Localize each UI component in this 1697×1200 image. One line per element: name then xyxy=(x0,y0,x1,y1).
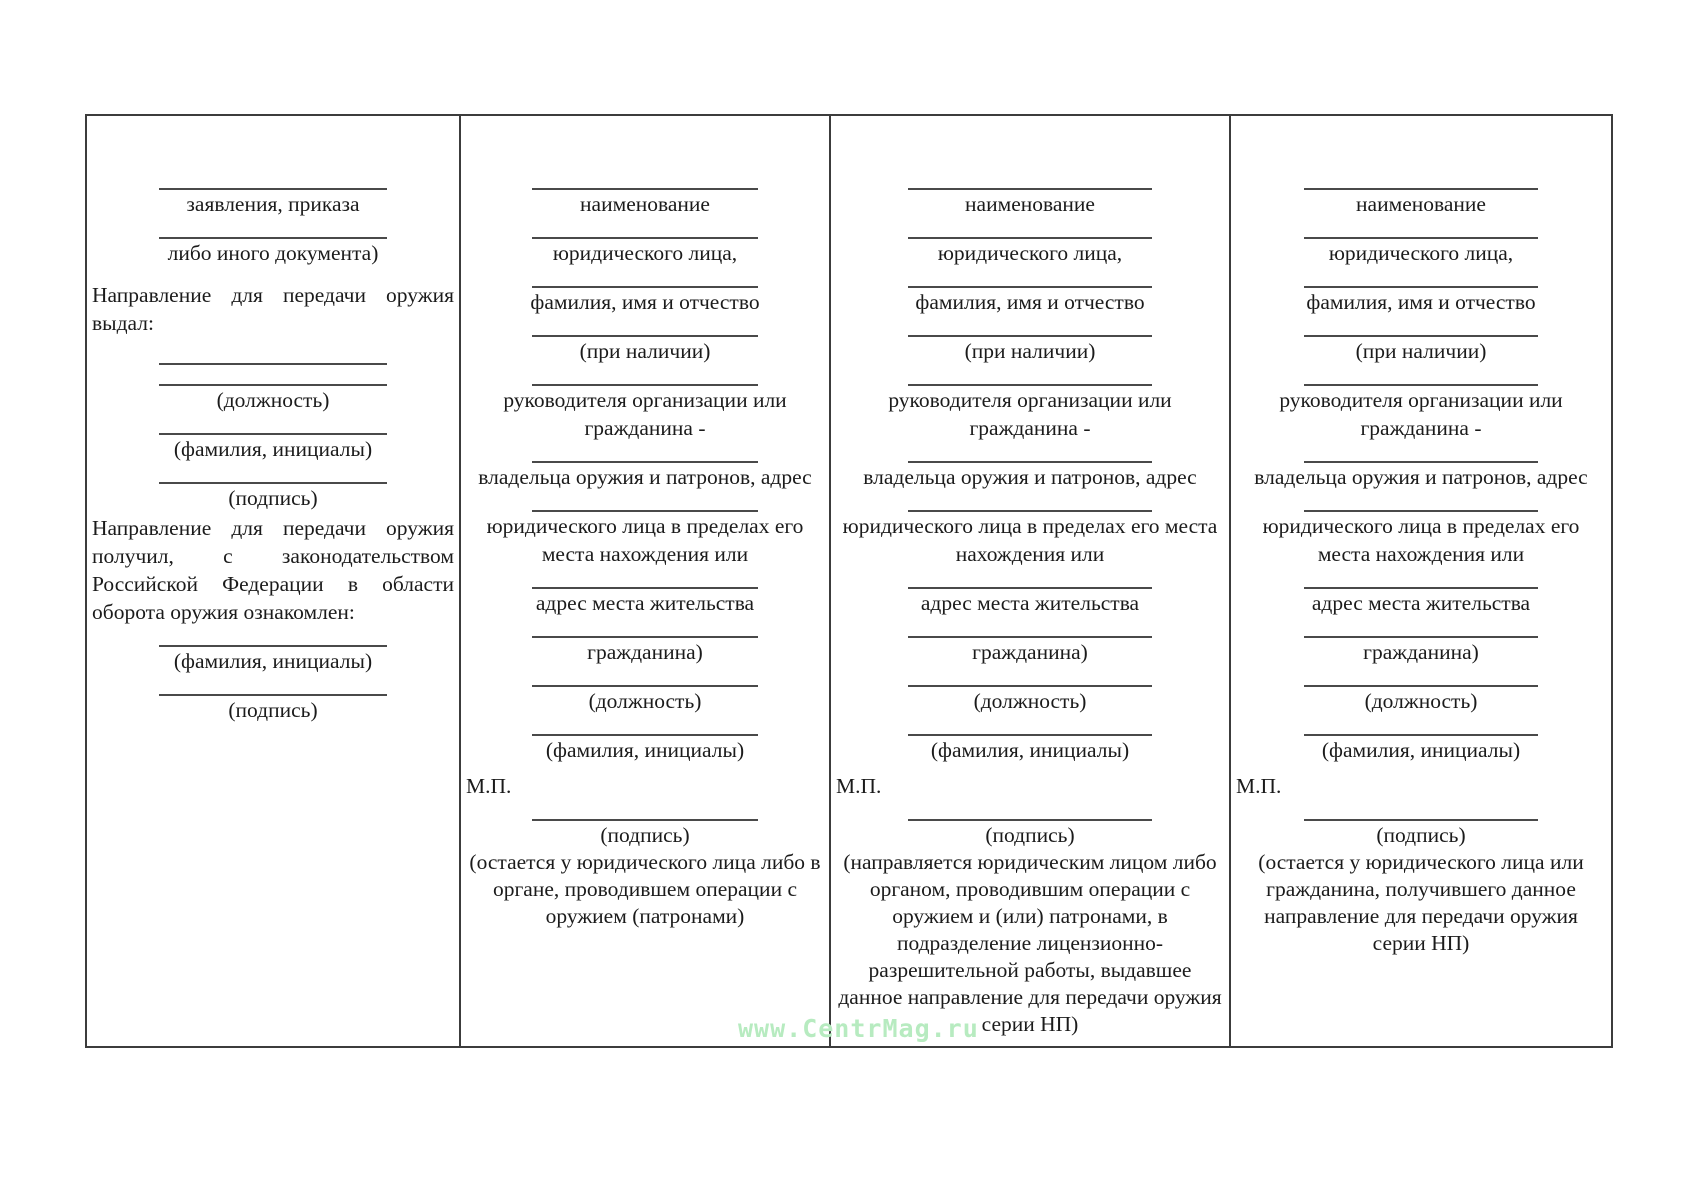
copy-destination-note: (остается у юридического лица или гражданина, получившего данное направление для передачи оружия серии НП) xyxy=(1258,850,1584,955)
field-caption: гражданина) xyxy=(972,640,1088,664)
field-caption: заявления, приказа xyxy=(186,192,360,216)
form-paragraph: Направление для передачи оружия выдал: xyxy=(92,283,454,335)
field-caption: (должность) xyxy=(588,689,702,713)
form-field xyxy=(92,384,454,414)
form-field xyxy=(836,819,1224,849)
form-paragraph: Направление для передачи оружия получил, с законодательством Российской Федерации в области оборота оружия ознакомлен: xyxy=(92,516,454,624)
field-caption: адрес места жительства xyxy=(1311,591,1531,615)
copy-destination-note: (направляется юридическим лицом либо органом, проводившим операции с оружием и (или) патронами, в подразделение лицензионно-разрешительной работы, выдавшее данное направление для передачи оружия серии НП) xyxy=(838,850,1222,1036)
field-caption: наименование xyxy=(1356,192,1486,216)
form-field xyxy=(1236,587,1606,617)
field-caption: юридического лица в пределах его места нахождения или xyxy=(842,514,1218,566)
form-column-1 xyxy=(87,116,459,1046)
field-caption: юридического лица, xyxy=(552,241,738,265)
form-field xyxy=(466,685,824,715)
field-caption: юридического лица, xyxy=(1328,241,1514,265)
stamp-place-label: М.П. xyxy=(836,774,882,798)
form-field xyxy=(92,482,454,512)
form-field xyxy=(836,188,1224,218)
field-caption: (подпись) xyxy=(1376,823,1466,847)
form-field xyxy=(466,237,824,267)
blank-line-item xyxy=(92,363,454,365)
form-field xyxy=(92,237,454,267)
form-field xyxy=(92,645,454,675)
form-field xyxy=(466,188,824,218)
field-caption: (должность) xyxy=(973,689,1087,713)
form-field xyxy=(836,461,1224,491)
field-caption: (подпись) xyxy=(228,698,318,722)
form-field xyxy=(836,510,1224,568)
form-column-3 xyxy=(829,116,1229,1046)
field-caption: либо иного документа) xyxy=(167,241,379,265)
form-field xyxy=(836,237,1224,267)
field-caption: (при наличии) xyxy=(579,339,711,363)
stamp-place-label: М.П. xyxy=(466,774,512,798)
field-caption: (подпись) xyxy=(228,486,318,510)
form-field xyxy=(92,694,454,724)
form-field xyxy=(466,636,824,666)
form-field xyxy=(92,433,454,463)
field-caption: юридического лица в пределах его места нахождения или xyxy=(486,514,804,566)
form-field xyxy=(466,286,824,316)
field-caption: владельца оружия и патронов, адрес xyxy=(863,465,1197,489)
field-caption: руководителя организации или гражданина - xyxy=(888,388,1172,440)
field-caption: (подпись) xyxy=(600,823,690,847)
field-caption: фамилия, имя и отчество xyxy=(530,290,760,314)
field-caption: наименование xyxy=(965,192,1095,216)
form-field xyxy=(836,286,1224,316)
field-caption: наименование xyxy=(580,192,710,216)
field-caption: (должность) xyxy=(216,388,330,412)
field-caption: (при наличии) xyxy=(1355,339,1487,363)
field-caption: гражданина) xyxy=(1363,640,1479,664)
form-field xyxy=(466,335,824,365)
form-field xyxy=(466,510,824,568)
form-field xyxy=(1236,335,1606,365)
field-caption: адрес места жительства xyxy=(535,591,755,615)
form-field xyxy=(92,188,454,218)
form-field xyxy=(836,685,1224,715)
field-caption: владельца оружия и патронов, адрес xyxy=(478,465,812,489)
field-caption: (должность) xyxy=(1364,689,1478,713)
form-field xyxy=(466,734,824,764)
form-field xyxy=(466,384,824,442)
field-caption: (фамилия, инициалы) xyxy=(173,437,373,461)
form-column-2 xyxy=(459,116,829,1046)
form-field xyxy=(1236,685,1606,715)
form-field xyxy=(1236,510,1606,568)
form-field xyxy=(1236,461,1606,491)
field-caption: владельца оружия и патронов, адрес xyxy=(1254,465,1588,489)
form-field xyxy=(836,587,1224,617)
field-caption: адрес места жительства xyxy=(920,591,1140,615)
form-field xyxy=(466,461,824,491)
form-field xyxy=(1236,636,1606,666)
field-caption: фамилия, имя и отчество xyxy=(1306,290,1536,314)
form-field xyxy=(1236,237,1606,267)
form-field xyxy=(1236,384,1606,442)
field-caption: (фамилия, инициалы) xyxy=(1321,738,1521,762)
form-field xyxy=(836,734,1224,764)
field-caption: руководителя организации или гражданина - xyxy=(1279,388,1563,440)
field-caption: (фамилия, инициалы) xyxy=(545,738,745,762)
form-table xyxy=(85,114,1613,1048)
field-caption: юридического лица, xyxy=(937,241,1123,265)
blank-underline xyxy=(159,363,387,365)
field-caption: руководителя организации или гражданина - xyxy=(503,388,787,440)
form-field xyxy=(1236,819,1606,849)
field-caption: гражданина) xyxy=(587,640,703,664)
field-caption: (при наличии) xyxy=(964,339,1096,363)
form-field xyxy=(466,819,824,849)
form-field xyxy=(836,335,1224,365)
field-caption: фамилия, имя и отчество xyxy=(915,290,1145,314)
form-field xyxy=(466,587,824,617)
form-column-4 xyxy=(1229,116,1611,1046)
stamp-place-label: М.П. xyxy=(1236,774,1282,798)
form-field xyxy=(836,384,1224,442)
field-caption: (подпись) xyxy=(985,823,1075,847)
form-field xyxy=(836,636,1224,666)
form-field xyxy=(1236,188,1606,218)
field-caption: (фамилия, инициалы) xyxy=(930,738,1130,762)
watermark: www.CentrMag.ru xyxy=(738,1014,979,1043)
form-field xyxy=(1236,286,1606,316)
field-caption: юридического лица в пределах его места нахождения или xyxy=(1262,514,1580,566)
form-field xyxy=(1236,734,1606,764)
field-caption: (фамилия, инициалы) xyxy=(173,649,373,673)
copy-destination-note: (остается у юридического лица либо в органе, проводившем операции с оружием (патронами) xyxy=(469,850,821,928)
